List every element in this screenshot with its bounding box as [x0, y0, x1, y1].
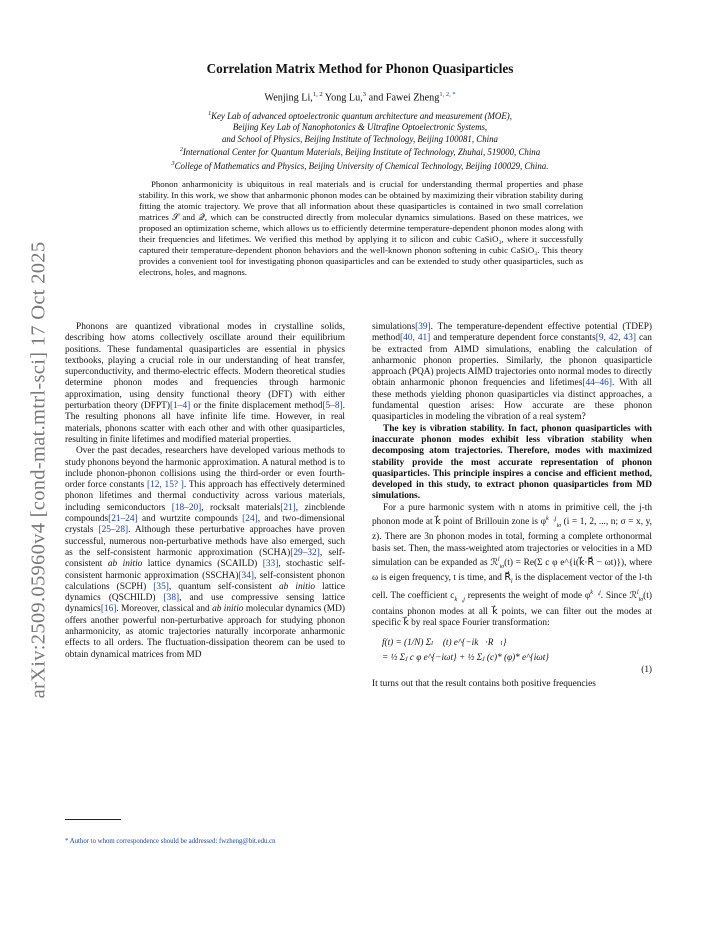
arxiv-identifier: arXiv:2509.05960v4 [cond-mat.mtrl-sci] 17 Oct 2025 — [27, 241, 50, 699]
equation-line: = ½ Σⱼ c φ e^{−iωt} + ½ Σⱼ (c)* (φ)* e^{iωt} — [382, 652, 549, 663]
citation-link[interactable]: [40, 41] — [400, 333, 431, 344]
citation-link[interactable]: [44–46] — [582, 378, 612, 389]
citation-link[interactable]: [34] — [238, 570, 255, 581]
citation-link[interactable]: [39] — [415, 322, 431, 332]
citation-link[interactable]: [21] — [280, 502, 296, 513]
left-column — [65, 322, 345, 661]
citation-link[interactable]: [29–32] — [290, 547, 320, 558]
author-name: Yong Lu, — [324, 92, 363, 104]
affiliation-line — [0, 122, 720, 134]
paragraph: For a pure harmonic system with n atoms in primitive cell, the j-th phonon mode at k⃗ point of Brillouin zone is $\varphi^{k⃗,j}_{i\sigma}$ (i = 1, 2, ..., n; σ = x, y, z). There are 3n phonon modes in total, forming a complete orthonormal basis set. Then, the mass-weighted atom trajectories or velocities in a MD simulation can be expanded as ℛ$^l_{i\sigma}$(t) = Re(Σ c φ e^{i(k⃗·R⃗ − ωt)}), where ω is eigen frequency, t is time, and $R⃗_l$ is the displacement vector of the l-th cell. The coefficient $c_{k⃗,j}$ represents the weight of mode $\varphi^{k⃗,j}$. Since ℛ$^l_{i\sigma}$(t) contains phonon modes at all k⃗ points, we can filter out the modes at specific k⃗ by real space Fourier transformation: — [372, 502, 653, 628]
affiliation-line — [0, 109, 720, 122]
abstract-text: Phonon anharmonicity is ubiquitous in real materials and is crucial for understanding thermal properties and phase stability. In this work, we show that anharmonic phonon modes can be obtained by maximizing their vibration stability during fitting the atomic trajectory. We prove that all information about these quasiparticles is contained in two small correlation matrices 𝒮 and 𝒬, which can be constructed directly from molecular dynamics simulations. Based on these matrices, we proposed an optimization scheme, which allows us to efficiently determine temperature-dependent phonon modes along with their frequencies and lifetimes. We verified this method by applying it to silicon and cubic CaSiO₃, where it successfully captured their temperature-dependent phonon behaviors and the well-known phonon softening in cubic CaSiO₃. This theory provides a convenient tool for investigating phonon quasiparticles and can be extended to study other quasiparticles, such as electrons, holes, and magnons. — [139, 179, 583, 277]
equation-line: f(t) = (1/N) Σₗ ℛ(t) e^{−ik⃗·R⃗ₗ} — [382, 637, 507, 648]
paper-title: Correlation Matrix Method for Phonon Quasiparticles — [206, 61, 514, 76]
affiliation-text: Beijing Key Lab of Nanophotonics & Ultrafine Optoelectronic Systems, — [232, 122, 488, 133]
equation-1 — [372, 635, 652, 675]
author-name: and Fawei Zheng — [368, 92, 440, 104]
citation-link[interactable]: [12, 15? ] — [146, 480, 184, 491]
paragraph: It turns out that the result contains both positive frequencies — [372, 679, 596, 690]
affiliation-marker: 2 — [179, 147, 183, 154]
citation-link[interactable]: [38] — [163, 593, 180, 604]
affiliation-line — [0, 134, 720, 146]
author-affiliation-marker: 1, 2, * — [439, 91, 456, 98]
affiliation-line — [0, 159, 720, 172]
affiliation-text: College of Mathematics and Physics, Beijing University of Chemical Technology, Beijing 100029, China. — [174, 160, 549, 171]
citation-link[interactable]: [33] — [262, 559, 279, 570]
footnote-divider — [65, 819, 121, 820]
affiliation-text: and School of Physics, Beijing Institute of Technology, Beijing 100081, China — [221, 133, 498, 144]
correspondence-footnote[interactable]: * Author to whom correspondence should be addressed: fwzheng@bit.edu.cn — [65, 838, 276, 845]
citation-link[interactable]: [21–24] — [108, 514, 138, 525]
citation-link[interactable]: [5–8] — [322, 401, 343, 412]
citation-link[interactable]: [24] — [242, 514, 258, 525]
citation-link[interactable]: [35] — [153, 581, 169, 592]
citation-link[interactable]: [1–4] — [169, 401, 191, 412]
affiliation-marker: 1 — [208, 111, 212, 117]
author-list — [0, 91, 720, 103]
paragraph: Phonons are quantized vibrational modes in crystalline solids, describing how atoms collectively oscillate around their equilibrium positions. These fundamental quasiparticles are essential in physics textbooks, playing a crucial role in our understanding of heat transfer, superconductivity, and thermo-electric effects. Modern theoretical studies determine phonon modes and frequencies through harmonic approximation, using density functional theory (DFT) with either perturbation theory (DFPT)[1–4] or the finite displacement method[5–8]. The resulting phonons all have infinite life time. However, in real materials, phonons scatter with each other and with other quasiparticles, resulting in finite lifetimes and modified material properties. — [65, 322, 346, 445]
citation-link[interactable]: [16] — [100, 604, 117, 615]
abstract — [139, 179, 583, 278]
author-affiliation-marker: 3 — [362, 91, 367, 98]
right-column — [372, 322, 652, 690]
paragraph: Over the past decades, researchers have developed various methods to study phonons beyond the harmonic approximation. A natural method is to include phonon-phonon collisions using the third-order or even fourth-order force constants [12, 15? ]. This approach has effectively determined phonon lifetimes and thermal conductivity across various materials, including semiconductors [18–20], rocksalt materials[21], zincblende compounds[21–24] and wurtzite compounds [24], and two-dimensional crystals [25–28]. Although these perturbative approaches have proven successful, numerous non-perturbative methods have also emerged, such as the self-consistent harmonic approximation (SCHA)[29–32], self-consistent ab initio lattice dynamics (SCAILD) [33], stochastic self-consistent harmonic approximation (SSCHA)[34], self-consistent phonon calculations (SCPH) [35], quantum self-consistent ab initio lattice dynamics (QSCHILD) [38], and use compressive sensing lattice dynamics[16]. Moreover, classical and ab initio molecular dynamics (MD) offers another powerful non-perturbative approach for studying phonon anharmonicity, as atomic trajectories naturally incorporate anharmonic effects to all orders. The fluctuation-dissipation theorem can be used to obtain dynamical matrices from MD — [65, 446, 345, 660]
author-affiliation-marker: 1, 2 — [312, 91, 323, 98]
author-name: Wenjing Li, — [264, 92, 313, 104]
affiliation-line — [0, 145, 720, 158]
paragraph: simulations[39]. The temperature-dependent effective potential (TDEP) method[40, 41] and temperature dependent force constants[9, 42, 43] can be extracted from AIMD simulations, enabling the calculation of anharmonic phonon properties. Similarly, the phonon quasiparticle approach (PQA) projects AIMD trajectories onto normal modes to directly obtain anharmonic phonon frequencies and lifetimes[44–46]. With all these methods yielding phonon quasiparticles via distinct approaches, a fundamental question arises: How accurate are these phonon quasiparticles in modeling the vibration of a real system? — [372, 322, 652, 423]
key-statement-paragraph: The key is vibration stability. In fact, phonon quasiparticles with inaccurate phonon modes exhibit less vibration stability when decomposing atom trajectories. Therefore, modes with maximized stability provide the most accurate representation of phonon quasiparticles. This principle inspires a concise and efficient method, developed in this study, to extract phonon quasiparticles from MD simulations. — [372, 423, 652, 502]
affiliation-text: International Center for Quantum Materials, Beijing Institute of Technology, Zhuhai, 519000, China — [182, 147, 541, 158]
citation-link[interactable]: [9, 42, 43] — [595, 333, 637, 344]
affiliations — [0, 109, 720, 172]
arxiv-sidebar — [14, 190, 64, 750]
citation-link[interactable]: [18–20] — [171, 502, 202, 513]
affiliation-marker: 3 — [171, 160, 175, 167]
citation-link[interactable]: [25–28] — [98, 525, 129, 536]
affiliation-text: Key Lab of advanced optoelectronic quantum architecture and measurement (MOE), — [211, 110, 512, 121]
equation-number: (1) — [641, 664, 652, 675]
